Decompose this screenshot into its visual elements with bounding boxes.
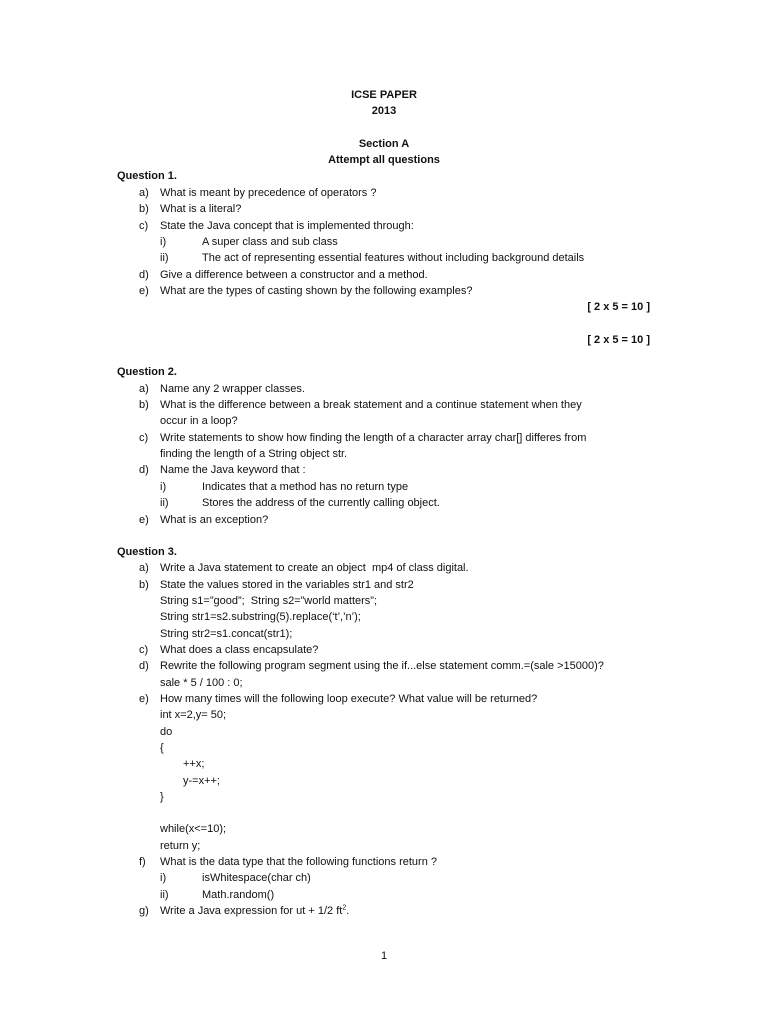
paper-title: ICSE PAPER [351,89,417,101]
q3-a-label: a) [139,562,149,574]
q1-e-text: What are the types of casting shown by the following examples? [160,285,473,297]
q1-c-ii-label: ii) [160,252,169,264]
q2-a-text: Name any 2 wrapper classes. [160,383,305,395]
q2-b-label: b) [139,399,149,411]
q2-b-text-cont: occur in a loop? [160,415,238,427]
q1-c-ii-text: The act of representing essential features without including background details [202,252,585,264]
q3-e-code-line: ++x; [183,758,205,770]
q3-a-text: Write a Java statement to create an object mp4 of class digital. [160,562,469,574]
q2-c-text-cont: finding the length of a String object str. [160,448,348,460]
q3-b-code-line: String str2=s1.concat(str1); [160,628,293,640]
q3-f-i-text: isWhitespace(char ch) [202,872,311,884]
q2-b-text: What is the difference between a break statement and a continue statement when they [160,399,582,411]
q3-b-code-line: String str1=s2.substring(5).replace(‘t’,’n’); [160,611,361,623]
q2-d-ii-text: Stores the address of the currently calling object. [202,497,440,509]
q3-e-code-line: return y; [160,840,201,852]
q1-a-label: a) [139,187,149,199]
q3-b-text: State the values stored in the variables str1 and str2 [160,579,414,591]
q3-e-code-line: y-=x++; [183,775,220,787]
q3-g-text-main: Write a Java expression for ut + 1/2 ft [160,905,343,917]
q1-c-i-text: A super class and sub class [202,236,338,248]
q2-c-label: c) [139,432,149,444]
q3-f-ii-label: ii) [160,889,169,901]
q2-d-ii-label: ii) [160,497,169,509]
q3-e-code-line: while(x<=10); [160,823,227,835]
q3-g-superscript: 2 [342,904,347,912]
q3-b-label: b) [139,579,149,591]
q3-f-ii-text: Math.random() [202,889,275,901]
q3-g-text-end: . [346,905,350,917]
question-3-heading: Question 3. [117,546,177,558]
q3-d-label: d) [139,660,149,672]
q1-e-label: e) [139,285,149,297]
q3-e-code-line: int x=2,y= 50; [160,709,227,721]
q1-b-label: b) [139,203,149,215]
q1-a-text: What is meant by precedence of operators ? [160,187,377,199]
q2-d-i-text: Indicates that a method has no return type [202,481,409,493]
paper-year: 2013 [371,105,397,117]
q2-e-text: What is an exception? [160,514,269,526]
q1-marks-1: [ 2 x 5 = 10 ] [587,301,650,313]
q2-e-label: e) [139,514,149,526]
q3-f-i-label: i) [160,872,167,884]
q3-g-label: g) [139,905,149,917]
q2-a-label: a) [139,383,149,395]
q1-d-text: Give a difference between a constructor and a method. [160,269,428,281]
q1-b-text: What is a literal? [160,203,242,215]
q3-f-label: f) [139,856,146,868]
question-2-heading: Question 2. [117,366,177,378]
q3-f-text: What is the data type that the following functions return ? [160,856,437,868]
q2-d-text: Name the Java keyword that : [160,464,306,476]
q3-e-label: e) [139,693,149,705]
q1-c-i-label: i) [160,236,167,248]
page-number: 1 [380,950,388,962]
q3-d-code: sale * 5 / 100 : 0; [160,677,243,689]
q1-c-label: c) [139,220,149,232]
q3-e-code-line: do [160,726,173,738]
q3-c-text: What does a class encapsulate? [160,644,319,656]
q3-e-code-line: { [160,742,164,754]
q1-d-label: d) [139,269,149,281]
q3-g-text [160,903,349,919]
q2-d-label: d) [139,464,149,476]
q3-b-code-line: String s1=”good”; String s2=”world matters”; [160,595,378,607]
q3-e-text: How many times will the following loop execute? What value will be returned? [160,693,538,705]
question-1-heading: Question 1. [117,170,177,182]
q1-marks-2: [ 2 x 5 = 10 ] [587,334,650,346]
q3-e-code-line: } [160,791,164,803]
q2-d-i-label: i) [160,481,167,493]
q2-c-text: Write statements to show how finding the length of a character array char[] differes from [160,432,587,444]
q1-c-text: State the Java concept that is implemented through: [160,220,414,232]
section-heading: Section A [358,138,410,150]
section-instruction: Attempt all questions [328,154,440,166]
q3-c-label: c) [139,644,149,656]
q3-d-text: Rewrite the following program segment using the if...else statement comm.=(sale >15000)? [160,660,604,672]
